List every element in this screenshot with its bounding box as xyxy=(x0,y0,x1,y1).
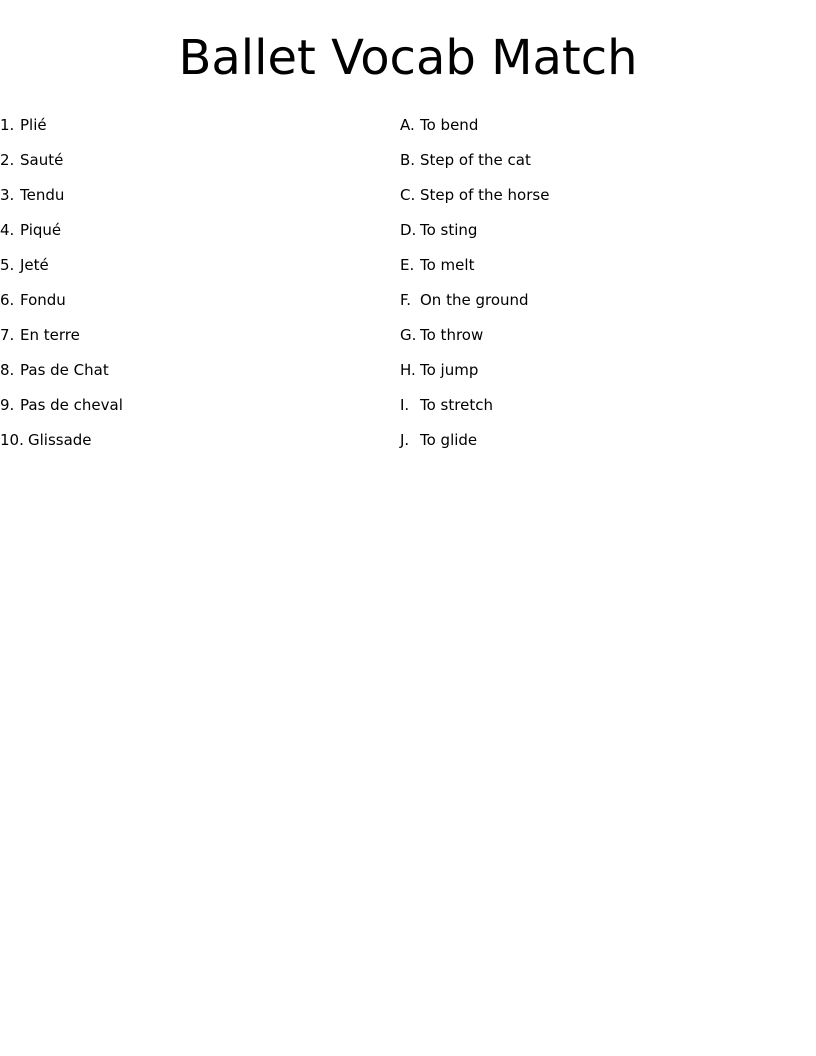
item-marker: 10. xyxy=(0,431,24,449)
item-marker: 4. xyxy=(0,221,15,239)
item-marker: D. xyxy=(400,221,417,239)
item-label: Step of the horse xyxy=(420,186,550,204)
list-item xyxy=(0,353,400,388)
item-label: Jeté xyxy=(20,256,49,274)
item-marker: J. xyxy=(400,431,410,449)
item-label: To glide xyxy=(420,431,478,449)
item-marker: G. xyxy=(400,326,417,344)
list-item xyxy=(400,388,816,423)
item-label: On the ground xyxy=(420,291,529,309)
item-marker: E. xyxy=(400,256,415,274)
item-label: To jump xyxy=(420,361,479,379)
item-marker: 7. xyxy=(0,326,15,344)
list-item xyxy=(0,213,400,248)
item-marker: 5. xyxy=(0,256,15,274)
list-item xyxy=(400,353,816,388)
item-marker: 9. xyxy=(0,396,15,414)
item-label: Fondu xyxy=(20,291,66,309)
item-marker: F. xyxy=(400,291,411,309)
list-item xyxy=(0,143,400,178)
list-item xyxy=(0,388,400,423)
definitions-column xyxy=(400,108,816,458)
list-item xyxy=(400,108,816,143)
item-label: Pas de Chat xyxy=(20,361,109,379)
item-marker: 2. xyxy=(0,151,15,169)
item-marker: 6. xyxy=(0,291,15,309)
list-item xyxy=(0,318,400,353)
item-marker: 3. xyxy=(0,186,15,204)
list-item xyxy=(400,248,816,283)
list-item xyxy=(400,423,816,458)
terms-column xyxy=(0,108,400,458)
item-label: En terre xyxy=(20,326,80,344)
item-label: Sauté xyxy=(20,151,64,169)
item-label: Tendu xyxy=(20,186,65,204)
item-label: Glissade xyxy=(28,431,92,449)
item-marker: B. xyxy=(400,151,416,169)
list-item xyxy=(400,318,816,353)
list-item xyxy=(0,178,400,213)
item-marker: 8. xyxy=(0,361,15,379)
item-label: To melt xyxy=(420,256,475,274)
list-item xyxy=(0,283,400,318)
item-label: To bend xyxy=(420,116,479,134)
list-item xyxy=(0,248,400,283)
page-title: Ballet Vocab Match xyxy=(178,30,638,86)
item-marker: 1. xyxy=(0,116,15,134)
item-marker: H. xyxy=(400,361,416,379)
item-label: To stretch xyxy=(420,396,493,414)
list-item xyxy=(0,423,400,458)
item-marker: C. xyxy=(400,186,416,204)
item-label: Plié xyxy=(20,116,47,134)
list-item xyxy=(400,213,816,248)
item-marker: I. xyxy=(400,396,410,414)
item-label: To sting xyxy=(420,221,478,239)
item-marker: A. xyxy=(400,116,415,134)
item-label: Piqué xyxy=(20,221,62,239)
list-item xyxy=(400,283,816,318)
item-label: Step of the cat xyxy=(420,151,531,169)
item-label: Pas de cheval xyxy=(20,396,123,414)
list-item xyxy=(400,143,816,178)
list-item xyxy=(0,108,400,143)
list-item xyxy=(400,178,816,213)
item-label: To throw xyxy=(420,326,484,344)
